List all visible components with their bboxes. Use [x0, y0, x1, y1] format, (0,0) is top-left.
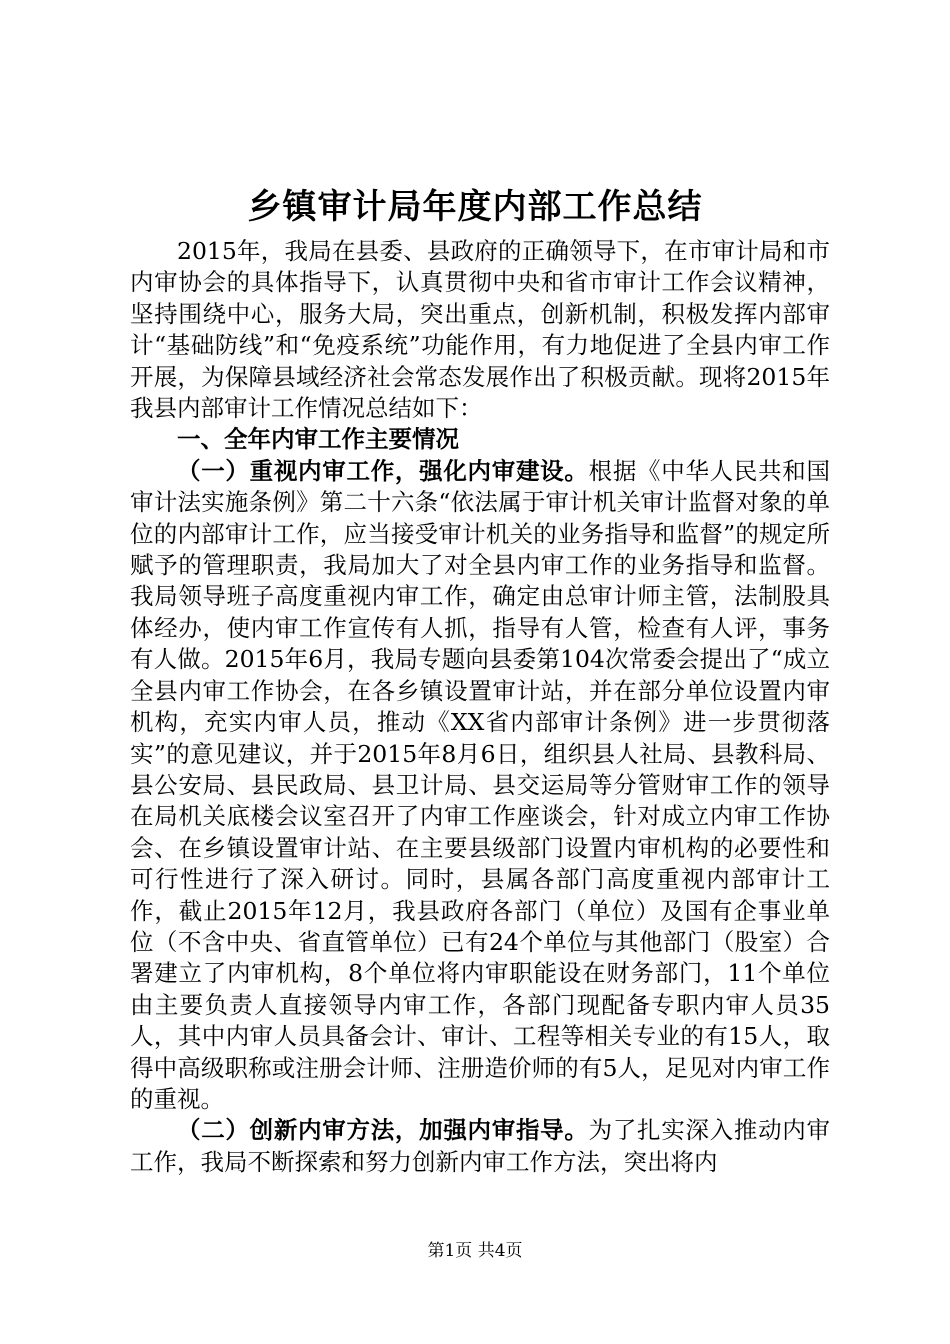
- subsection-text-2: 为了扎实深入推动内审工作，我局不断探索和努力创新内审工作方法，突出将内: [130, 1116, 831, 1176]
- page-number-footer: 第1页 共4页: [427, 1241, 523, 1261]
- subsection-text-1: 根据《中华人民共和国审计法实施条例》第二十六条“依法属于审计机关审计监督对象的单位的内部审计工作，应当接受审计机关的业务指导和监督”的规定所赋予的管理职责，我局加大了对全县内审工作的业务指导和监督。我局领导班子高度重视内审工作，确定由总审计师主管，法制股具体经办，使内审工作宣传有人抓，指导有人管，检查有人评，事务有人做。2015年6月，我局专题向县委第104次常委会提出了“成立全县内审工作协会，在各乡镇设置审计站，并在部分单位设置内审机构，充实内审人员，推动《XX省内部审计条例》进一步贯彻落实”的意见建议，并于2015年8月6日，组织县人社局、县教科局、县公安局、县民政局、县卫计局、县交运局等分管财审工作的领导在局机关底楼会议室召开了内审工作座谈会，针对成立内审工作协会、在乡镇设置审计站、在主要县级部门设置内审机构的必要性和可行性进行了深入研讨。同时，县属各部门高度重视内部审计工作，截止2015年12月，我县政府各部门（单位）及国有企事业单位（不含中央、省直管单位）已有24个单位与其他部门（股室）合署建立了内审机构，8个单位将内审职能设在财务部门，11个单位由主要负责人直接领导内审工作，各部门现配备专职内审人员35人，其中内审人员具备会计、审计、工程等相关专业的有15人，取得中高级职称或注册会计师、注册造价师的有5人，足见对内审工作的重视。: [130, 456, 831, 1113]
- section-heading-1: 一、全年内审工作主要情况: [177, 425, 459, 454]
- intro-paragraph: 2015年，我局在县委、县政府的正确领导下，在市审计局和市内审协会的具体指导下，认真贯彻中央和省市审计工作会议精神，坚持围绕中心，服务大局，突出重点，创新机制，积极发挥内部审计“基础防线”和“免疫系统”功能作用，有力地促进了全县内审工作开展，为保障县域经济社会常态发展作出了积极贡献。现将2015年我县内部审计工作情况总结如下：: [130, 237, 830, 423]
- subsection-lead-2: （二）创新内审方法，加强内审指导。: [177, 1116, 589, 1145]
- subsection-lead-1: （一）重视内审工作，强化内审建设。: [177, 456, 589, 485]
- document-title: 乡镇审计局年度内部工作总结: [247, 187, 703, 227]
- subsection-paragraph-2: [130, 1115, 830, 1178]
- document-body: [130, 236, 830, 1178]
- subsection-paragraph-1: [130, 456, 830, 1116]
